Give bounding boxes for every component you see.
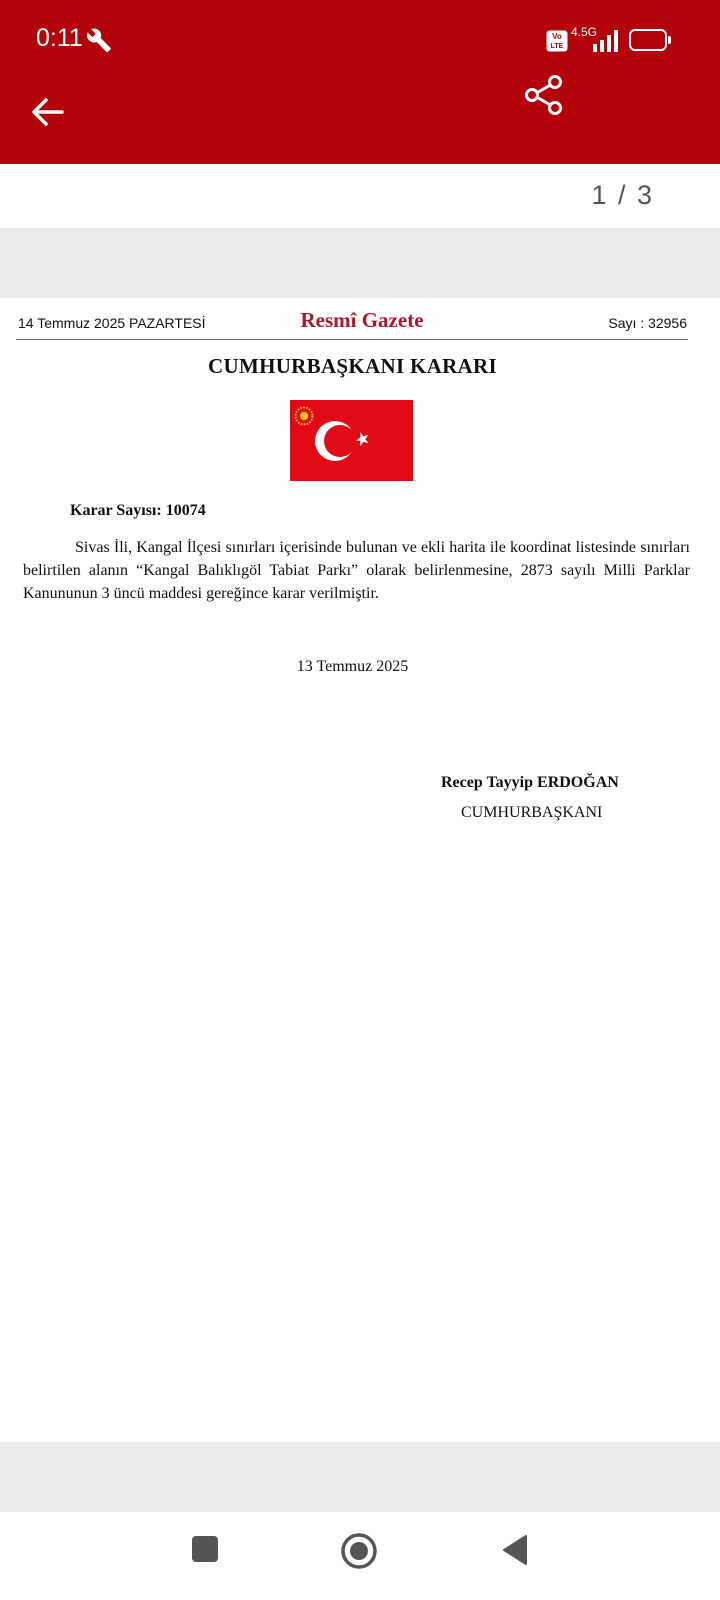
share-icon <box>522 73 566 117</box>
back-button[interactable] <box>20 88 76 136</box>
page-indicator-bar <box>0 164 720 228</box>
back-triangle-icon <box>501 1534 529 1566</box>
presidential-flag-icon <box>290 400 413 481</box>
network-type: 4.5G <box>571 25 598 39</box>
app-bar <box>0 0 720 164</box>
signal-icon <box>591 30 621 52</box>
arrow-left-icon <box>31 97 65 127</box>
signatory-title: CUMHURBAŞKANI <box>461 804 603 821</box>
signatory-name: Recep Tayyip ERDOĞAN <box>441 774 619 791</box>
home-circle-icon <box>340 1532 378 1570</box>
decree-heading: CUMHURBAŞKANI KARARI <box>208 354 497 378</box>
gazette-title: Resmî Gazete <box>300 308 424 332</box>
battery-level: 40 <box>640 31 656 47</box>
gazette-issue: Sayı : 32956 <box>608 315 687 331</box>
svg-text:LTE: LTE <box>550 43 564 50</box>
volte-icon <box>546 30 568 52</box>
pdf-viewer[interactable] <box>0 228 720 1512</box>
gazette-date: 14 Temmuz 2025 PAZARTESİ <box>18 315 206 331</box>
status-time: 0:11 <box>36 24 83 52</box>
system-nav-bar <box>0 1512 720 1600</box>
decree-date: 13 Temmuz 2025 <box>296 658 409 675</box>
svg-text:Vo: Vo <box>552 32 562 41</box>
pdf-page[interactable] <box>0 298 720 1442</box>
system-back-button[interactable] <box>500 1532 530 1568</box>
battery-icon <box>629 29 671 51</box>
recents-square-icon <box>191 1535 219 1563</box>
page-indicator: 1 / 3 <box>591 180 654 210</box>
share-button[interactable] <box>518 70 570 120</box>
wrench-icon <box>86 27 112 53</box>
decree-number: Karar Sayısı: 10074 <box>70 502 206 519</box>
recents-button[interactable] <box>190 1534 220 1564</box>
header-divider <box>16 339 688 340</box>
decree-body: Sivas İli, Kangal İlçesi sınırları içerisinde bulunan ve ekli harita ile koordinat listesinde sınırları belirtilen alanın “Kangal Balıklıgöl Tabiat Parkı” olarak belirlenmesine, 2873 sayılı Milli Parklar Kanununun 3 üncü maddesi gereğince karar verilmiştir. <box>23 539 690 602</box>
home-button[interactable] <box>340 1532 378 1570</box>
